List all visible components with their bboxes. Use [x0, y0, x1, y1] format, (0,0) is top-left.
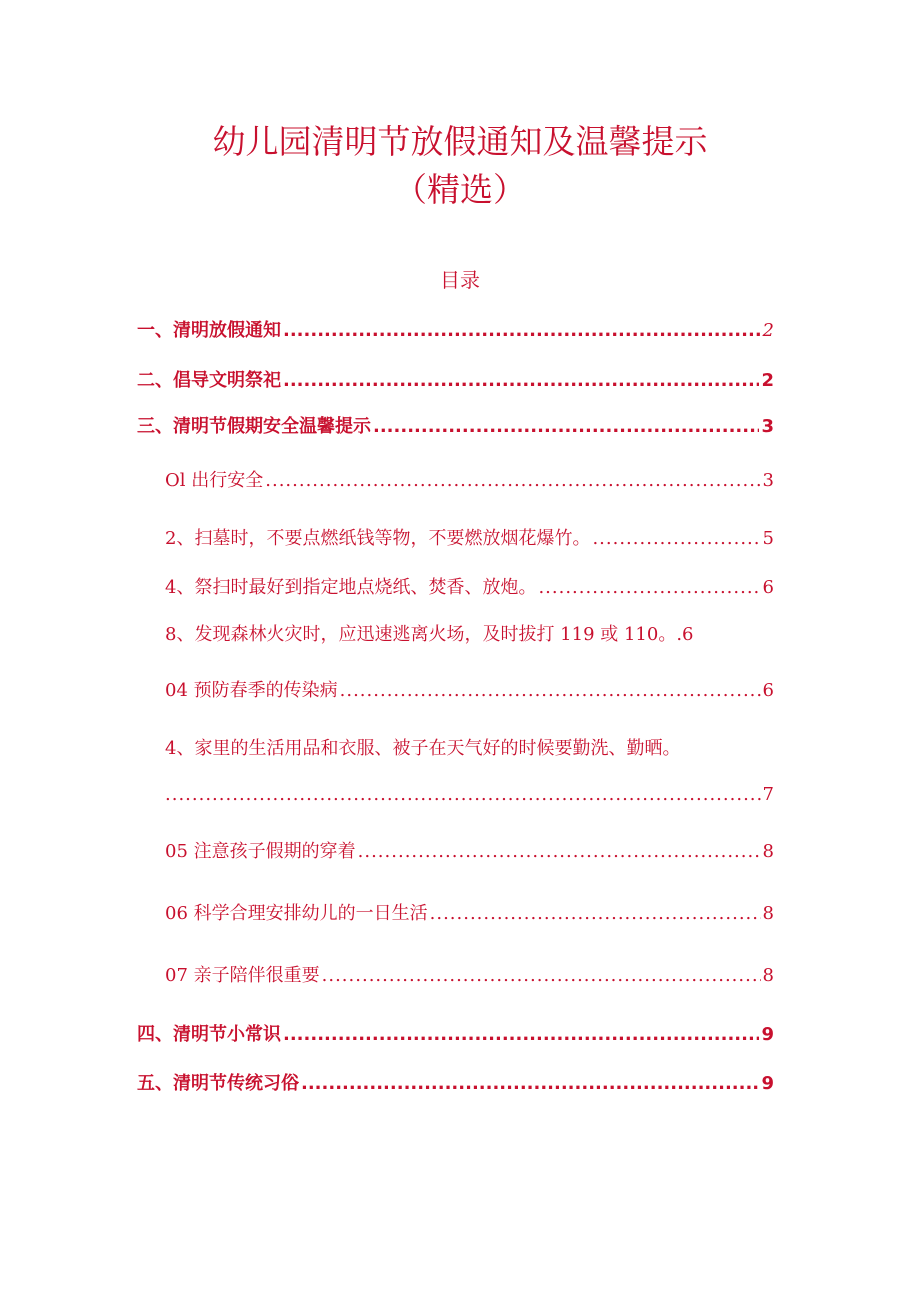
toc-page-number: 3 — [762, 470, 774, 491]
toc-entry-label: Ol 出行安全 — [165, 470, 264, 491]
document-title: 幼儿园清明节放假通知及温馨提示 — [212, 122, 708, 161]
toc-entry-s3-2[interactable] — [165, 524, 774, 550]
toc-entry-label: 三、清明节假期安全温馨提示 — [137, 416, 371, 437]
toc-leader — [358, 841, 761, 862]
toc-entry-label: 05 注意孩子假期的穿着 — [165, 841, 356, 862]
toc-entry-label: 2、扫墓时，不要点燃纸钱等物，不要燃放烟花爆竹。 — [165, 528, 591, 549]
toc-page-number: 9 — [761, 1024, 774, 1045]
toc-page-number: 8 — [762, 965, 774, 986]
toc-entry-s3-6-continued[interactable] — [165, 784, 774, 805]
toc-entry-label: 07 亲子陪伴很重要 — [165, 965, 320, 986]
toc-page-number: 2 — [762, 320, 774, 341]
toc-entry-s3-5[interactable] — [165, 676, 774, 702]
toc-leader — [373, 416, 759, 437]
toc-entry-s4[interactable] — [137, 1020, 774, 1046]
toc-entry-s3[interactable] — [137, 412, 774, 438]
toc-leader — [283, 370, 759, 391]
toc-entry-s3-9[interactable] — [165, 961, 774, 987]
toc-entry-label: 二、倡导文明祭祀 — [137, 370, 281, 391]
toc-leader — [430, 903, 761, 924]
toc-page-number: 2 — [761, 370, 774, 391]
toc-entry-label: 一、清明放假通知 — [137, 320, 281, 341]
toc-page-number: 8 — [762, 903, 774, 924]
toc-leader — [340, 680, 761, 701]
toc-entry-label: 04 预防春季的传染病 — [165, 680, 338, 701]
toc-page-number: 3 — [761, 416, 774, 437]
toc-leader — [322, 965, 761, 986]
toc-leader — [283, 1024, 759, 1045]
toc-entry-s5[interactable] — [137, 1069, 774, 1095]
toc-entry-s1[interactable] — [137, 316, 774, 342]
toc-leader — [265, 470, 760, 491]
toc-entry-s3-6[interactable]: 4、家里的生活用品和衣服、被子在天气好的时候要勤洗、勤晒。 — [165, 738, 681, 759]
toc-page-number: 6 — [762, 680, 774, 701]
toc-leader — [538, 577, 760, 598]
toc-entry-s3-7[interactable] — [165, 837, 774, 863]
toc-entry-s2[interactable] — [137, 366, 774, 392]
document-subtitle: （精选） — [394, 170, 526, 209]
toc-page-number: 9 — [761, 1073, 774, 1094]
toc-page-number: 8 — [762, 841, 774, 862]
toc-entry-s3-1[interactable] — [165, 466, 774, 492]
toc-page-number: 5 — [762, 528, 774, 549]
toc-page-number: 6 — [762, 577, 774, 598]
toc-leader — [283, 320, 761, 341]
toc-entry-s3-3[interactable] — [165, 573, 774, 599]
toc-leader — [592, 528, 760, 549]
toc-entry-s3-8[interactable] — [165, 899, 774, 925]
toc-entry-label: 四、清明节小常识 — [137, 1024, 281, 1045]
toc-heading: 目录 — [440, 268, 480, 292]
toc-leader — [165, 784, 761, 805]
toc-entry-label: 06 科学合理安排幼儿的一日生活 — [165, 903, 428, 924]
toc-page-number: 7 — [762, 784, 774, 805]
toc-entry-label: 4、祭扫时最好到指定地点烧纸、焚香、放炮。 — [165, 577, 537, 598]
toc-entry-label: 五、清明节传统习俗 — [137, 1073, 299, 1094]
toc-entry-s3-4[interactable]: 8、发现森林火灾时，应迅速逃离火场，及时拔打 119 或 110。.6 — [165, 624, 694, 645]
toc-leader — [301, 1073, 759, 1094]
